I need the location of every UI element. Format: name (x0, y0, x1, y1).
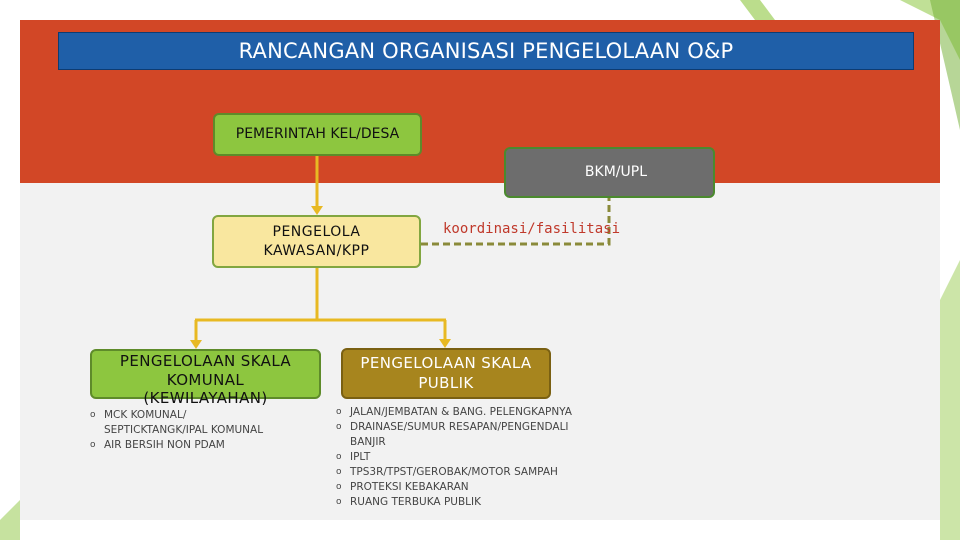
bullet-icon: o (336, 467, 342, 477)
list-item-text: JALAN/JEMBATAN & BANG. PELENGKAPNYA (350, 406, 572, 418)
node-komunal (90, 349, 321, 408)
bullet-icon: o (336, 422, 342, 432)
list-item-text: MCK KOMUNAL/ SEPTICKTANGK/IPAL KOMUNAL (104, 409, 264, 436)
list-item-text: DRAINASE/SUMUR RESAPAN/PENGENDALI BANJIR (350, 421, 569, 448)
node-pengelola-label: PENGELOLA KAWASAN/KPP (263, 224, 370, 259)
arrowhead-publik (439, 339, 451, 348)
komunal-list (90, 408, 280, 453)
list-item-text: AIR BERSIH NON PDAM (104, 439, 225, 451)
list-item (336, 405, 581, 420)
node-bkm-label: BKM/UPL (584, 164, 647, 181)
bullet-icon: o (90, 440, 96, 450)
list-item (336, 420, 581, 450)
node-pemerintah (213, 113, 422, 156)
list-item-text: IPLT (350, 451, 371, 463)
list-item (336, 450, 581, 465)
list-item (90, 408, 280, 438)
bullet-icon: o (336, 452, 342, 462)
list-item (90, 438, 280, 453)
edge-label-koordinasi: koordinasi/fasilitasi (443, 221, 621, 237)
node-bkm (504, 147, 715, 198)
slide-title: RANCANGAN ORGANISASI PENGELOLAAN O&P (238, 39, 734, 63)
node-pemerintah-label: PEMERINTAH KEL/DESA (235, 126, 400, 143)
list-item-text: PROTEKSI KEBAKARAN (350, 481, 469, 493)
list-item-text: TPS3R/TPST/GEROBAK/MOTOR SAMPAH (350, 466, 558, 478)
arrowhead-pengelola (311, 206, 323, 215)
node-publik-label: PENGELOLAAN SKALA PUBLIK (360, 354, 532, 392)
node-pengelola (212, 215, 421, 268)
node-komunal-label: PENGELOLAAN SKALA KOMUNAL (KEWILAYAHAN) (119, 351, 292, 408)
bullet-icon: o (336, 482, 342, 492)
publik-list (336, 405, 581, 510)
list-item (336, 465, 581, 480)
bullet-icon: o (336, 497, 342, 507)
list-item (336, 480, 581, 495)
node-publik (341, 348, 551, 399)
bullet-icon: o (90, 410, 96, 420)
list-item (336, 495, 581, 510)
list-item-text: RUANG TERBUKA PUBLIK (350, 496, 481, 508)
bullet-icon: o (336, 407, 342, 417)
arrowhead-komunal (190, 340, 202, 349)
